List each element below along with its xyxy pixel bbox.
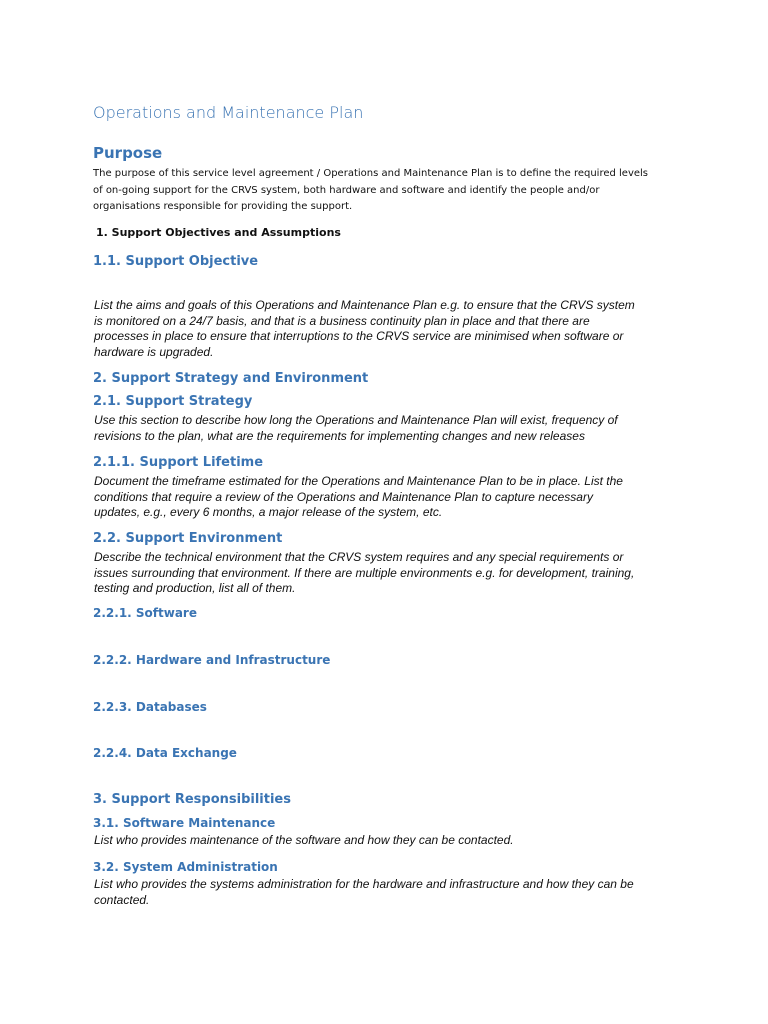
section-3-1-heading: 3.1. Software Maintenance bbox=[93, 816, 276, 830]
section-2-2-1-heading: 2.2.1. Software bbox=[93, 606, 197, 620]
section-1-1-paragraph bbox=[94, 298, 635, 360]
section-2-1-paragraph bbox=[94, 413, 618, 444]
section-2-2-paragraph bbox=[94, 550, 634, 597]
paragraph-line: revisions to the plan, what are the requirements for implementing changes and new releases bbox=[94, 428, 585, 443]
section-3-heading: 3. Support Responsibilities bbox=[93, 792, 291, 807]
purpose-line: of on-going support for the CRVS system, both hardware and software and identify the people and/or bbox=[93, 184, 600, 196]
paragraph-line: hardware is upgraded. bbox=[94, 344, 214, 359]
section-2-heading: 2. Support Strategy and Environment bbox=[93, 371, 369, 386]
paragraph-line: contacted. bbox=[94, 892, 150, 907]
purpose-paragraph bbox=[93, 166, 648, 216]
section-2-1-1-paragraph bbox=[94, 474, 623, 521]
paragraph-line: List who provides maintenance of the software and how they can be contacted. bbox=[94, 833, 514, 847]
paragraph-line: Use this section to describe how long the Operations and Maintenance Plan will exist, frequency of bbox=[94, 413, 618, 427]
paragraph-line: conditions that require a review of the Operations and Maintenance Plan to capture necessary bbox=[94, 489, 593, 504]
paragraph-line: issues surrounding that environment. If there are multiple environments e.g. for development, training, bbox=[94, 565, 635, 580]
section-2-2-2-heading: 2.2.2. Hardware and Infrastructure bbox=[93, 653, 331, 667]
paragraph-line: is monitored on a 24/7 basis, and that is a business continuity plan in place and that there are bbox=[94, 313, 590, 328]
paragraph-line: List who provides the systems administration for the hardware and infrastructure and how they can be bbox=[94, 877, 634, 891]
paragraph-line: updates, e.g., every 6 months, a major release of the system, etc. bbox=[94, 505, 443, 519]
section-3-2-heading: 3.2. System Administration bbox=[93, 860, 278, 874]
paragraph-line: List the aims and goals of this Operations and Maintenance Plan e.g. to ensure that the CRVS system bbox=[94, 298, 635, 312]
section-2-2-heading: 2.2. Support Environment bbox=[93, 531, 283, 546]
section-3-2-paragraph bbox=[94, 877, 634, 908]
paragraph-line: testing and production, list all of them. bbox=[94, 581, 296, 595]
purpose-line: The purpose of this service level agreement / Operations and Maintenance Plan is to define the required levels bbox=[93, 168, 649, 179]
paragraph-line: processes in place to ensure that interruptions to the CRVS service are minimised when software or bbox=[94, 329, 624, 343]
section-2-1-heading: 2.1. Support Strategy bbox=[93, 394, 253, 409]
section-2-2-3-heading: 2.2.3. Databases bbox=[93, 700, 207, 714]
section-2-2-4-heading: 2.2.4. Data Exchange bbox=[93, 746, 237, 760]
document-title: Operations and Maintenance Plan bbox=[93, 103, 364, 122]
section-1-heading: 1. Support Objectives and Assumptions bbox=[96, 226, 341, 239]
purpose-line: organisations responsible for providing the support. bbox=[93, 201, 353, 212]
section-2-1-1-heading: 2.1.1. Support Lifetime bbox=[93, 455, 264, 470]
section-3-1-paragraph bbox=[94, 833, 514, 849]
purpose-heading: Purpose bbox=[93, 144, 163, 162]
paragraph-line: Describe the technical environment that the CRVS system requires and any special requirements or bbox=[94, 550, 624, 564]
paragraph-line: Document the timeframe estimated for the Operations and Maintenance Plan to be in place. List the bbox=[94, 474, 623, 488]
section-1-1-heading: 1.1. Support Objective bbox=[93, 254, 259, 269]
